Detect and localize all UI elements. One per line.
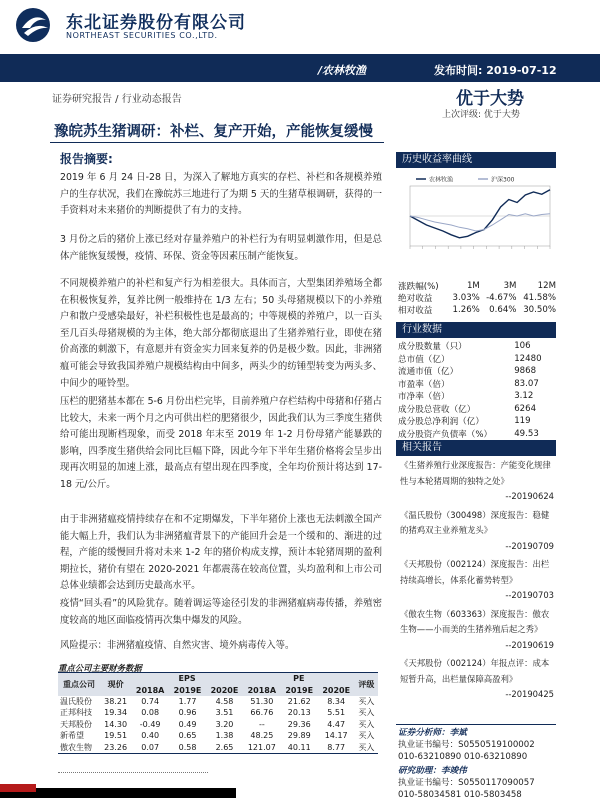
industry-data-heading: 行业数据 bbox=[396, 322, 556, 338]
industry-label: 成分股资产负债率（%） bbox=[398, 429, 493, 440]
perf-header: 12M bbox=[537, 281, 556, 291]
company-name: 新希望 bbox=[60, 731, 84, 741]
industry-value: 12480 bbox=[514, 353, 542, 364]
publish-label: 发布时间: bbox=[434, 64, 483, 77]
related-title: 《天邦股份（002124）年报点评：成本短暂升高，出栏量保障高盈利》 bbox=[400, 658, 550, 684]
table-cell: 20.13 bbox=[287, 708, 311, 718]
related-report[interactable] bbox=[400, 607, 554, 654]
table-cell: 0.08 bbox=[141, 708, 160, 718]
summary-heading: 报告摘要: bbox=[60, 152, 113, 166]
company-logo bbox=[14, 6, 56, 44]
industry-value: 9868 bbox=[514, 366, 537, 377]
summary-paragraph: 疫情“回头看”的风险犹存。随着调运等途径引发的非洲猪瘟病毒传播，养殖密度较高的地区面临疫情再次集中爆发的风险。 bbox=[60, 598, 382, 626]
industry-label: 成分股总净利润（亿） bbox=[398, 417, 484, 428]
related-report[interactable] bbox=[400, 557, 554, 604]
table-cell: 0.65 bbox=[178, 731, 197, 741]
analyst-role: 证券分析师： bbox=[398, 728, 450, 738]
assistant-block bbox=[398, 765, 558, 801]
related-title: 《傲农生物（603363）深度报告：傲农生物——小而美的生猪养殖后起之秀》 bbox=[400, 608, 550, 634]
industry-value: 83.07 bbox=[514, 378, 539, 389]
financial-table-caption: 重点公司主要财务数据 bbox=[58, 663, 142, 673]
table-cell: 1.38 bbox=[215, 731, 234, 741]
table-cell: 1.77 bbox=[178, 696, 197, 706]
table-cell: 0.49 bbox=[178, 719, 197, 729]
industry-label: 成分股数量（只） bbox=[398, 342, 467, 353]
table-row bbox=[58, 707, 378, 718]
table-cell: 5.51 bbox=[327, 708, 346, 718]
industry-label: 流通市值（亿） bbox=[398, 367, 459, 378]
previous-rating: 上次评级: 优于大势 bbox=[442, 110, 520, 120]
legend-label: 农林牧渔 bbox=[429, 176, 454, 184]
perf-chart bbox=[396, 172, 556, 264]
related-report[interactable] bbox=[400, 508, 554, 555]
table-cell: 121.07 bbox=[243, 741, 281, 753]
related-title: 《生猪养殖行业深度报告：产能变化规律性与本轮猪周期的独特之处》 bbox=[400, 460, 551, 486]
publish-date bbox=[434, 62, 557, 78]
analyst-rule bbox=[396, 724, 556, 725]
perf-cell: 41.58% bbox=[523, 293, 556, 303]
table-cell: 29.89 bbox=[287, 731, 311, 741]
industry-label: 市净率（倍） bbox=[398, 392, 450, 403]
analyst-cert: 执业证书编号：S0550519100002 bbox=[398, 740, 535, 750]
table-cell: 4.58 bbox=[215, 696, 234, 706]
perf-header: 1M bbox=[466, 281, 480, 291]
industry-row bbox=[398, 415, 548, 428]
table-cell: 买入 bbox=[358, 696, 375, 706]
table-cell: 买入 bbox=[358, 708, 375, 718]
summary-paragraph: 3 月份之后的猪价上涨已经对存量养殖户的补栏行为有明显刺激作用，但是总体产能恢复缓慢，疫情、环保、资金等因素压制产能恢复。 bbox=[60, 234, 382, 262]
perf-header: 3M bbox=[503, 281, 517, 291]
col-year: 2019E bbox=[169, 684, 206, 695]
financial-header-row bbox=[58, 673, 378, 685]
industry-row bbox=[398, 378, 548, 391]
summary-paragraph: 压栏的肥猪基本都在 5-6 月份出栏完毕，目前养殖户存栏结构中母猪和仔猪占比较大，未来一两个月之内可供出栏的肥猪很少，因此我们认为三季度生猪供给可能出现断档现象，而受 2018 年末至 2019 年 1-2 月份母猪产能暴跌的影响，四季度生猪供给会同比巨幅下降，因此今年下半年生猪价格将会呈步出现再次明显的加速上涨，最高点有望出现在四季度，全年均价预计将达到 17-18 元/公斤。 bbox=[60, 396, 382, 490]
table-row bbox=[58, 741, 378, 753]
table-row bbox=[58, 696, 378, 707]
industry-value: 106 bbox=[514, 341, 531, 352]
risk-warning: 风险提示：非洲猪瘟疫情、自然灾害、境外病毒传入等。 bbox=[60, 640, 295, 651]
footnote-rule bbox=[58, 772, 208, 777]
table-cell: 0.07 bbox=[131, 741, 169, 753]
industry-category: /农林牧渔 bbox=[318, 64, 367, 77]
related-title: 《温氏股份（300498）深度报告：稳健的猪鸡双主业养殖龙头》 bbox=[400, 509, 550, 535]
industry-value: 6264 bbox=[514, 403, 537, 414]
table-cell: 0.74 bbox=[141, 696, 160, 706]
title-divider bbox=[50, 142, 384, 143]
summary-paragraph: 2019 年 6 月 24 日-28 日，为深入了解地方真实的存栏、补栏和各规模养殖户的生存状况，我们在豫皖苏三地进行了为期 5 天的生猪草根调研，获得的一手资料对未来猪价的判断提供了有力的支持。 bbox=[60, 172, 382, 217]
company-name: 正邦科技 bbox=[60, 708, 92, 718]
perf-cell: 30.50% bbox=[523, 305, 556, 315]
perf-header-row bbox=[398, 280, 556, 292]
summary-paragraph: 不同规模养殖户的补栏和复产行为相差很大。具体而言，大型集团养殖场全都在积极恢复养，复养比例一般维持在 1/3 左右；50 头母猪规模以下的小养殖户和散户受感染最好，补栏积极性也是最高的；中等规模的养殖户，以一百头至几百头母猪规模的为主体，绝大部分都彻底退出了生猪养殖行业，即使在猪价高涨的刺激下，有意愿并有资金实力回来复养的仍是极少数。因此，非洲猪瘟可能会导致我国养殖户规模结构由中间多，两头少的纺锤型转变为两头多、中间少的哑铃型。 bbox=[60, 278, 382, 389]
col-year: 2018A bbox=[131, 684, 169, 695]
perf-cell: 3.03% bbox=[452, 293, 480, 303]
industry-row bbox=[398, 428, 548, 441]
table-cell: 8.77 bbox=[318, 741, 355, 753]
table-cell: 29.36 bbox=[287, 719, 311, 729]
perf-cell: 1.26% bbox=[452, 305, 480, 315]
table-cell: 0.40 bbox=[141, 731, 160, 741]
table-cell: 14.17 bbox=[324, 731, 348, 741]
rating: 优于大势 bbox=[456, 89, 524, 109]
related-date: --20190425 bbox=[505, 689, 554, 699]
assistant-cert: 执业证书编号：S0550117090057 bbox=[398, 778, 535, 788]
related-date: --20190703 bbox=[505, 590, 554, 600]
related-date: --20190624 bbox=[505, 491, 554, 501]
col-eps: EPS bbox=[131, 673, 243, 685]
table-cell: 买入 bbox=[355, 741, 378, 753]
report-type: 证券研究报告 / 行业动态报告 bbox=[52, 94, 182, 105]
company-name: 温氏股份 bbox=[60, 696, 92, 706]
perf-row bbox=[398, 304, 556, 316]
company-name-cn: 东北证券股份有限公司 bbox=[66, 13, 246, 33]
industry-label: 成分股总营收（亿） bbox=[398, 404, 476, 415]
related-title: 《天邦股份（002124）深度报告：出栏持续高增长，体系化蓄势转型》 bbox=[400, 559, 550, 585]
table-cell: 4.47 bbox=[327, 719, 346, 729]
related-reports bbox=[400, 458, 554, 706]
col-pe: PE bbox=[243, 673, 355, 685]
table-cell: 8.34 bbox=[327, 696, 346, 706]
industry-label: 市盈率（倍） bbox=[398, 379, 450, 390]
table-cell: 51.30 bbox=[250, 696, 274, 706]
financial-table bbox=[58, 672, 378, 754]
table-cell: 买入 bbox=[358, 719, 375, 729]
perf-cell: 绝对收益 bbox=[398, 294, 433, 304]
company-name: 天邦股份 bbox=[60, 719, 92, 729]
table-cell: 0.96 bbox=[178, 708, 197, 718]
col-year: 2020E bbox=[318, 684, 355, 695]
table-cell: -0.49 bbox=[139, 719, 161, 729]
table-cell: 3.20 bbox=[215, 719, 234, 729]
perf-cell: -4.67% bbox=[486, 293, 517, 303]
analyst-name: 李斌 bbox=[449, 728, 467, 738]
assistant-tel: 010-58034581 010-5803458 bbox=[398, 790, 522, 800]
industry-data-table bbox=[398, 340, 548, 440]
company-name: 傲农生物 bbox=[58, 741, 100, 753]
perf-cell: 0.64% bbox=[489, 305, 517, 315]
table-cell: 38.21 bbox=[104, 696, 128, 706]
series-line bbox=[410, 214, 550, 231]
col-year: 2019E bbox=[281, 684, 318, 695]
col-price: 现价 bbox=[100, 673, 131, 696]
table-row bbox=[58, 719, 378, 730]
perf-header: 涨跌幅(%) bbox=[398, 282, 439, 292]
perf-row bbox=[398, 292, 556, 304]
table-cell: 19.51 bbox=[104, 731, 128, 741]
col-rating: 评级 bbox=[355, 673, 378, 696]
table-cell: 23.26 bbox=[100, 741, 131, 753]
col-company: 重点公司 bbox=[58, 673, 100, 696]
industry-row bbox=[398, 403, 548, 416]
table-cell: 买入 bbox=[358, 731, 375, 741]
footer-mark bbox=[0, 784, 36, 792]
publish-date-value: 2019-07-12 bbox=[486, 64, 557, 77]
industry-value: 119 bbox=[514, 416, 531, 427]
related-report[interactable] bbox=[400, 656, 554, 703]
industry-row bbox=[398, 390, 548, 403]
industry-row bbox=[398, 353, 548, 366]
analyst-block bbox=[398, 727, 558, 763]
industry-row bbox=[398, 340, 548, 353]
related-date: --20190709 bbox=[505, 540, 554, 551]
col-year: 2018A bbox=[243, 684, 281, 695]
perf-heading: 历史收益率曲线 bbox=[396, 152, 556, 168]
industry-value: 49.53 bbox=[514, 428, 539, 439]
industry-value: 3.12 bbox=[514, 391, 534, 402]
related-date: --20190619 bbox=[505, 639, 554, 650]
industry-label: 总市值（亿） bbox=[398, 354, 450, 365]
legend-label: 沪深300 bbox=[491, 176, 515, 184]
report-title: 豫皖苏生猪调研：补栏、复产开始，产能恢复缓慢 bbox=[54, 124, 373, 140]
table-cell: 0.58 bbox=[169, 741, 206, 753]
table-row bbox=[58, 730, 378, 741]
assistant-name: 李竣伟 bbox=[440, 766, 467, 776]
table-cell: -- bbox=[258, 719, 265, 729]
table-cell: 19.34 bbox=[104, 708, 128, 718]
table-cell: 40.11 bbox=[281, 741, 318, 753]
table-cell: 3.51 bbox=[215, 708, 234, 718]
related-heading: 相关报告 bbox=[396, 440, 556, 456]
company-name-en: NORTHEAST SECURITIES CO.,LTD. bbox=[66, 31, 218, 40]
table-cell: 66.76 bbox=[250, 708, 274, 718]
summary-paragraph: 由于非洲猪瘟疫情持续存在和不定期爆发，下半年猪价上涨也无法刺激全国产能大幅上升，我们认为非洲猪瘟背景下的产能回升会是一个缓和的、渐进的过程，产能的缓慢回升将对未来 1-2 年的猪价构成支撑，预计本轮猪周期的盈利期拉长，猪价有望在 2020-2021 年都震荡在较高位置，头均盈利和上市公司总体业绩都会达到历史最高水平。 bbox=[60, 514, 382, 592]
perf-cell: 相对收益 bbox=[398, 306, 433, 316]
table-cell: 48.25 bbox=[250, 731, 274, 741]
table-cell: 21.62 bbox=[287, 696, 311, 706]
related-report[interactable] bbox=[400, 458, 554, 505]
assistant-role: 研究助理： bbox=[398, 766, 441, 776]
col-year: 2020E bbox=[206, 684, 243, 695]
table-cell: 2.65 bbox=[206, 741, 243, 753]
table-cell: 14.30 bbox=[104, 719, 128, 729]
analyst-tel: 010-63210890 010-63210890 bbox=[398, 752, 528, 762]
industry-row bbox=[398, 365, 548, 378]
perf-table bbox=[398, 280, 556, 316]
